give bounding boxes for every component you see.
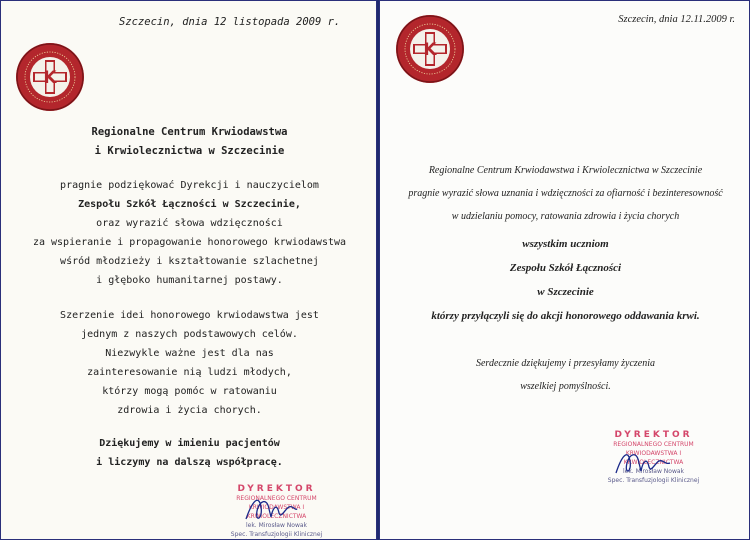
text-line: oraz wyrazić słowa wdzięczności [96,218,283,229]
text-line: i głęboko humanitarnej postawy. [96,275,283,286]
text-line: Serdecznie dziękujemy i przesyłamy życzenia [475,358,655,369]
signature-icon [241,489,301,529]
paragraph-mission [1,306,377,420]
right-letter-page [379,0,750,540]
signature-icon [612,441,674,481]
organization-name [1,123,377,161]
text-line: za wspieranie i propagowanie honorowego krwiodawstwa [32,237,347,248]
text-line: w Szczecinie [537,286,594,298]
text-line: Niezwykle ważne jest dla nas [105,348,274,359]
text-line: pragnie podziękować Dyrekcji i nauczycielom [60,180,319,191]
stamp-line: lek. Mirosław Nowak [622,468,685,475]
school-name: Zespołu Szkół Łączności w Szczecinie, [78,199,301,210]
stamp-line: Spec. Transfuzjologii Klinicznej [230,531,323,538]
stamp-line: Spec. Transfuzjologii Klinicznej [607,477,700,484]
text-line: w udzielaniu pomocy, ratowania zdrowia i życia chorych [451,211,680,222]
logo-letter: K [43,68,57,88]
stamp-line: REGIONALNEGO CENTRUM [613,441,694,448]
text-line: i Krwiolecznictwa w Szczecinie [94,145,285,157]
text-line: Regionalne Centrum Krwiodawstwa [91,126,288,138]
text-line: Szerzenie idei honorowego krwiodawstwa jest [60,310,319,321]
stamp-line: lek. Mirosław Nowak [245,522,308,529]
closing-thanks [1,434,377,472]
stamp-title: DYREKTOR [614,430,693,440]
text-line: Regionalne Centrum Krwiodawstwa i Krwiolecznictwa w Szczecinie [428,165,703,176]
paragraph-recognition [380,159,750,228]
text-line: wszystkim uczniom [522,238,609,250]
logo-letter: K [423,40,437,60]
text-line: wszelkiej pomyślności. [520,381,611,392]
text-line: i liczymy na dalszą współpracę. [96,457,283,468]
text-line: którzy mogą pomóc w ratowaniu [102,386,277,397]
text-line: Dziękujemy w imieniu pacjentów [99,438,280,449]
text-line: jednym z naszych podstawowych celów. [81,329,298,340]
school-name: Zespołu Szkół Łączności [509,262,622,274]
stamp-line: KRWIODAWSTWA I KRWIOLECZNICTWA [246,504,307,520]
paragraph-acknowledgement [1,176,377,290]
text-line: którzy przyłączyli się do akcji honorowego oddawania krwi. [431,310,700,322]
stamp-line: KRWIODAWSTWA I KRWIOLECZNICTWA [623,450,684,466]
text-line: pragnie wyrazić słowa uznania i wdzięczności za ofiarność i bezinteresowność [408,188,723,199]
stamp-line: REGIONALNEGO CENTRUM [236,495,317,502]
rckik-logo-icon [14,41,86,113]
text-line: zdrowia i życia chorych. [117,405,262,416]
letter-date: Szczecin, dnia 12.11.2009 r. [618,14,735,25]
text-line: zainteresowanie nią ludzi młodych, [87,367,292,378]
recipients-block [380,232,750,328]
closing-wishes [380,352,750,398]
text-line: wśród młodzieży i kształtowanie szlachetnej [60,256,319,267]
stamp-title: DYREKTOR [237,484,316,494]
rckik-logo-icon [394,13,466,85]
letter-date: Szczecin, dnia 12 listopada 2009 r. [119,16,341,28]
